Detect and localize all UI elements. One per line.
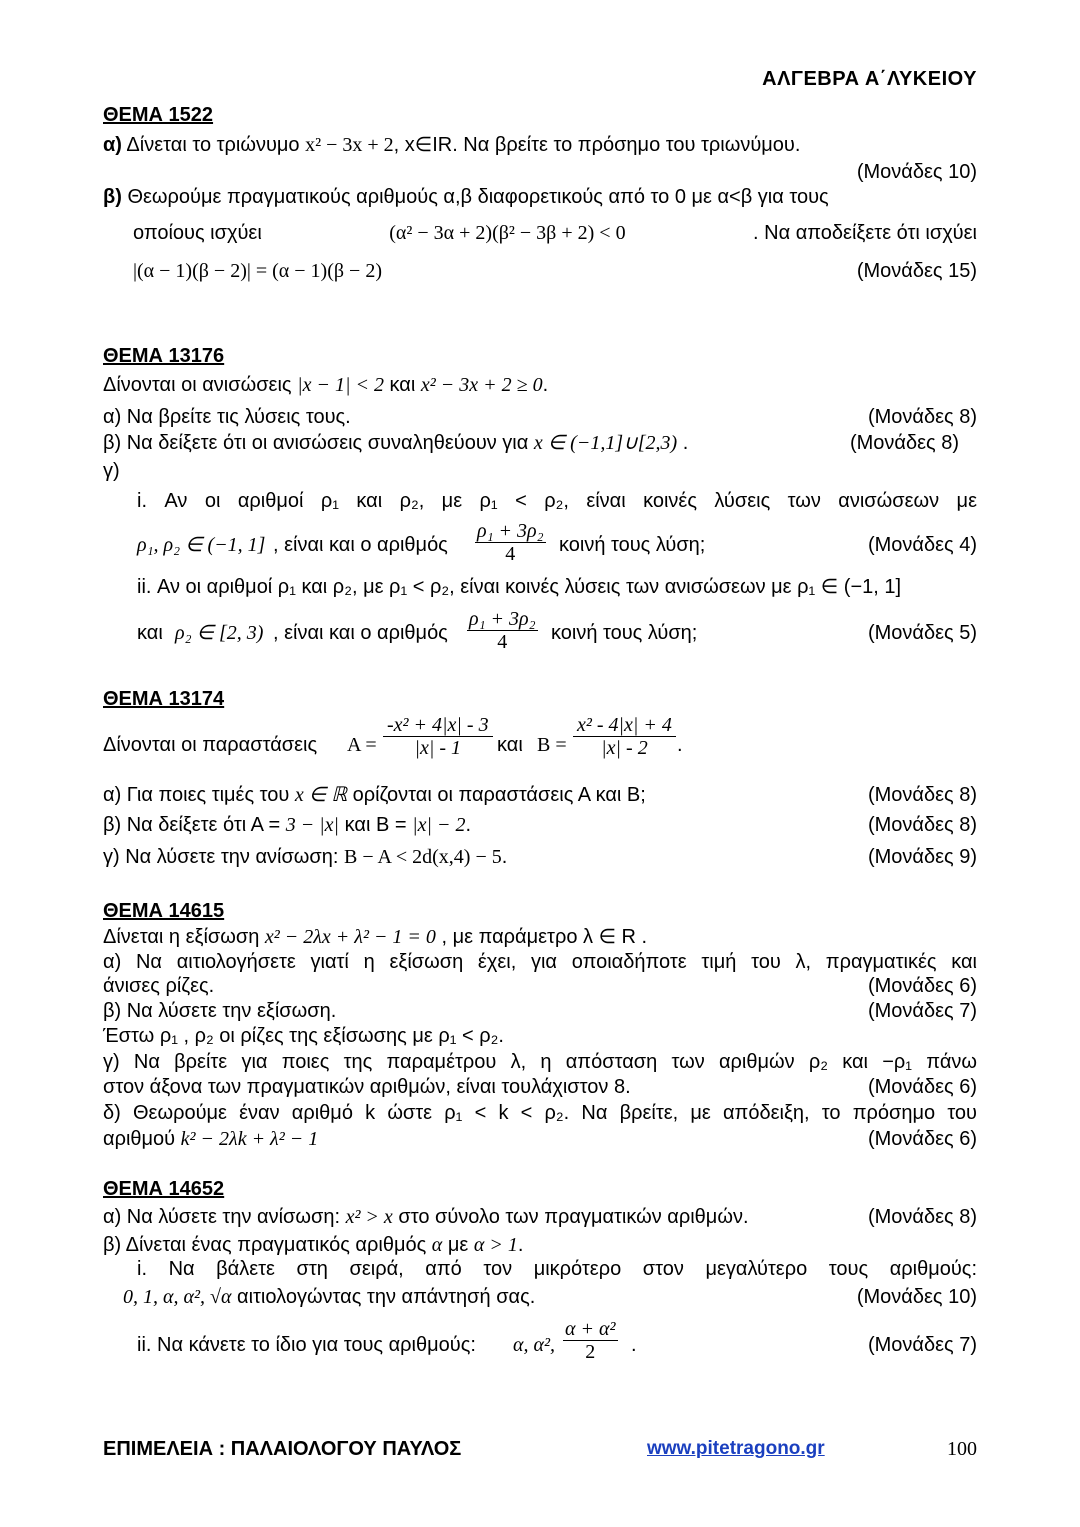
text: και	[137, 622, 163, 644]
marks: (Μονάδες 8)	[867, 784, 977, 806]
marks: (Μονάδες 8)	[849, 432, 959, 454]
text: Θεωρούμε πραγματικούς αριθμούς α,β διαφορετικούς από το 0 με α<β για τους	[127, 186, 829, 208]
numerator: ρ₁ + 3ρ₂	[469, 608, 536, 630]
text: κοινή τους λύση;	[551, 622, 698, 644]
theme-1522-b-line2	[133, 220, 977, 246]
math: B =	[537, 734, 567, 756]
text: .	[501, 846, 508, 868]
footer-author: ΕΠΙΜΕΛΕΙΑ : ΠΑΛΑΙΟΛΟΓΟΥ ΠΑΥΛΟΣ	[103, 1438, 462, 1460]
math: B − A < 2d(x,4) − 5	[344, 846, 502, 868]
math: 0, 1, α, α², √α	[123, 1286, 232, 1308]
text: .	[677, 734, 683, 756]
denominator: |x| - 1	[414, 737, 462, 759]
theme-13176-i-line2	[137, 520, 977, 570]
text: α) Να λύσετε την ανίσωση:	[103, 1206, 346, 1228]
denominator: 4	[497, 631, 508, 653]
theme-14615-d-line1: δ) Θεωρούμε έναν αριθμό k ώστε ρ₁ < k < ρ₂. Να βρείτε, με απόδειξη, το πρόσημο του	[103, 1102, 977, 1124]
marks: (Μονάδες 15)	[856, 260, 977, 282]
theme-14652-a	[103, 1204, 977, 1230]
theme-14615-a-line1: α) Να αιτιολογήσετε γιατί η εξίσωση έχει, για οποιαδήποτε τιμή του λ, πραγματικές και	[103, 951, 977, 973]
theme-14615-c-line1: γ) Να βρείτε για ποιες της παραμέτρου λ, η απόσταση των αριθμών ρ₂ και −ρ₁ πάνω	[103, 1051, 977, 1073]
theme-13176-ii-line2	[137, 608, 977, 658]
denominator: |x| - 2	[601, 737, 648, 759]
theme-14615-d-line2	[103, 1126, 977, 1152]
math: (α² − 3α + 2)(β² − 3β + 2) < 0	[389, 222, 626, 244]
text: ii. Να κάνετε το ίδιο για τους αριθμούς:	[137, 1334, 476, 1356]
text: β) Να δείξετε ότι οι ανισώσεις συναληθεύουν για	[103, 432, 534, 454]
math: ρ₁, ρ₂ ∈ (−1, 1]	[137, 534, 266, 556]
theme-1522-title: ΘΕΜΑ 1522	[103, 104, 214, 126]
footer-link[interactable]: www.pitetragono.gr	[647, 1438, 825, 1459]
fraction-B	[573, 714, 676, 759]
math: A =	[347, 734, 377, 756]
theme-13176-title: ΘΕΜΑ 13176	[103, 345, 225, 367]
fraction	[563, 1318, 618, 1363]
text: οποίους ισχύει	[133, 222, 262, 244]
theme-14652-b	[103, 1232, 977, 1258]
fraction	[467, 608, 538, 653]
text: Δίνεται η εξίσωση	[103, 926, 265, 948]
page-number: 100	[947, 1438, 977, 1460]
theme-14615-title: ΘΕΜΑ 14615	[103, 900, 225, 922]
text: , με παράμετρο λ ∈ R .	[435, 926, 648, 948]
math: x² − 3x + 2 ≥ 0	[420, 374, 543, 396]
theme-13176-a	[103, 404, 977, 430]
theme-1522-b-line3	[133, 258, 977, 284]
text: , είναι και ο αριθμός	[273, 534, 448, 556]
text: και	[497, 734, 523, 756]
text: , x∈IR. Να βρείτε το πρόσημο του τριωνύμου.	[393, 134, 801, 156]
theme-14652-i-line1: i. Να βάλετε στη σειρά, από τον μικρότερο στον μεγαλύτερο τους αριθμούς:	[137, 1258, 977, 1280]
math: α	[431, 1234, 443, 1256]
text: αριθμού	[103, 1128, 181, 1150]
theme-14615-intro	[103, 924, 977, 950]
theme-14652-ii	[137, 1318, 977, 1370]
text: β) Να δείξετε ότι Α =	[103, 814, 286, 836]
numerator: -x² + 4|x| - 3	[383, 714, 493, 737]
denominator: 2	[585, 1341, 596, 1363]
theme-14615-a-line2	[103, 973, 977, 999]
text: και	[383, 374, 421, 396]
text: β) Να λύσετε την εξίσωση.	[103, 1000, 337, 1022]
text: στο σύνολο των πραγματικών αριθμών.	[392, 1206, 749, 1228]
theme-14615-let: Έστω ρ₁ , ρ₂ οι ρίζες της εξίσωσης με ρ₁ < ρ₂.	[103, 1025, 504, 1047]
text: κοινή τους λύση;	[559, 534, 706, 556]
marks: (Μονάδες 6)	[867, 975, 977, 997]
math: x ∈ ℝ	[294, 784, 348, 806]
math: |x| − 2	[412, 814, 466, 836]
theme-13176-intro	[103, 372, 977, 398]
text: ορίζονται οι παραστάσεις Α και Β;	[347, 784, 646, 806]
fraction-A	[383, 714, 493, 759]
theme-13176-ii-line1: ii. Αν οι αριθμοί ρ₁ και ρ₂, με ρ₁ < ρ₂, είναι κοινές λύσεις των ανισώσεων με ρ₁ ∈ (−1, 1]	[137, 576, 902, 598]
math: k² − 2λk + λ² − 1	[180, 1128, 319, 1150]
marks: (Μονάδες 5)	[867, 622, 977, 644]
text: β) Δίνεται ένας πραγματικός αριθμός	[103, 1234, 432, 1256]
math: x² − 3x + 2	[305, 134, 394, 156]
theme-1522-b-line1	[103, 184, 977, 210]
text: άνισες ρίζες.	[103, 975, 215, 997]
text: στον άξονα των πραγματικών αριθμών, είναι τουλάχιστον 8.	[103, 1076, 631, 1098]
text: αιτιολογώντας την απάντησή σας.	[231, 1286, 536, 1308]
marks: (Μονάδες 6)	[867, 1128, 977, 1150]
text: . Να αποδείξετε ότι ισχύει	[753, 222, 977, 244]
theme-13174-title: ΘΕΜΑ 13174	[103, 688, 225, 710]
text: .	[542, 374, 549, 396]
numerator: α + α²	[565, 1318, 616, 1340]
text: α) Για ποιες τιμές του	[103, 784, 295, 806]
theme-13176-b	[103, 430, 959, 456]
theme-14652-i-line2	[123, 1284, 977, 1310]
theme-13176-c: γ)	[103, 460, 120, 482]
text: .	[465, 814, 472, 836]
theme-1522-a	[103, 132, 977, 158]
marks: (Μονάδες 10)	[856, 161, 977, 183]
math: 3 − |x|	[285, 814, 340, 836]
theme-14615-b	[103, 998, 977, 1024]
text: και Β =	[339, 814, 413, 836]
text: Δίνεται το τριώνυμο	[126, 134, 306, 156]
numerator: ρ₁ + 3ρ₂	[477, 520, 544, 542]
text: α) Να βρείτε τις λύσεις τους.	[103, 406, 351, 428]
text: , είναι και ο αριθμός	[273, 622, 448, 644]
math: α, α²,	[513, 1334, 555, 1356]
label-b: β)	[103, 186, 122, 208]
marks: (Μονάδες 8)	[867, 1206, 977, 1228]
theme-14652-title: ΘΕΜΑ 14652	[103, 1178, 225, 1200]
marks: (Μονάδες 4)	[867, 534, 977, 556]
math: ρ₂ ∈ [2, 3)	[175, 622, 264, 644]
marks: (Μονάδες 10)	[856, 1286, 977, 1308]
theme-14615-c-line2	[103, 1074, 977, 1100]
marks: (Μονάδες 9)	[867, 846, 977, 868]
marks: (Μονάδες 6)	[867, 1076, 977, 1098]
theme-13176-i-line1: i. Αν οι αριθμοί ρ₁ και ρ₂, με ρ₁ < ρ₂, είναι κοινές λύσεις των ανισώσεων με	[137, 490, 977, 512]
label-a: α)	[103, 134, 122, 156]
math: α > 1	[473, 1234, 518, 1256]
text: .	[517, 1234, 524, 1256]
fraction	[475, 520, 546, 565]
text: .	[677, 432, 689, 454]
text: γ) Να λύσετε την ανίσωση:	[103, 846, 344, 868]
math: x² − 2λx + λ² − 1 = 0	[264, 926, 436, 948]
marks: (Μονάδες 7)	[867, 1334, 977, 1356]
theme-13174-intro	[103, 714, 977, 772]
numerator: x² - 4|x| + 4	[573, 714, 676, 737]
text: Δίνονται οι ανισώσεις	[103, 374, 298, 396]
text: με	[442, 1234, 474, 1256]
marks: (Μονάδες 8)	[867, 406, 977, 428]
marks: (Μονάδες 8)	[867, 814, 977, 836]
theme-13174-b	[103, 812, 977, 838]
math: x ∈ (−1,1]∪[2,3)	[533, 432, 678, 454]
marks: (Μονάδες 7)	[867, 1000, 977, 1022]
denominator: 4	[505, 543, 516, 565]
page-footer	[103, 1438, 977, 1468]
text: Δίνονται οι παραστάσεις	[103, 734, 318, 756]
page-header: ΑΛΓΕΒΡΑ Α΄ΛΥΚΕΙΟΥ	[762, 68, 977, 90]
math: |x − 1| < 2	[297, 374, 384, 396]
theme-13174-c	[103, 844, 977, 870]
math: x² > x	[345, 1206, 393, 1228]
text: .	[631, 1334, 637, 1356]
theme-13174-a	[103, 782, 977, 808]
math: |(α − 1)(β − 2)| = (α − 1)(β − 2)	[133, 260, 382, 282]
